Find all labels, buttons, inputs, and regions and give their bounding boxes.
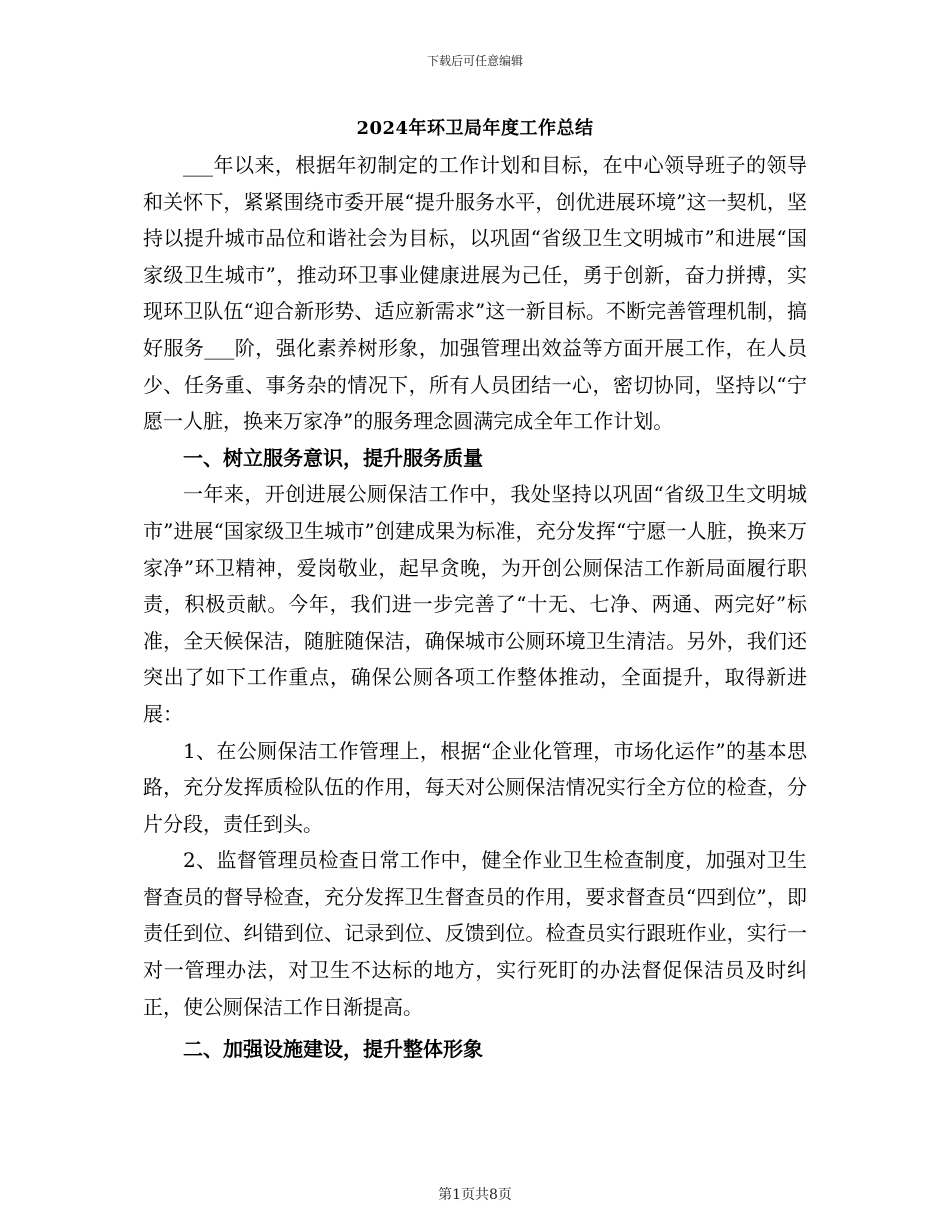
document-title: 2024年环卫局年度工作总结 [356, 118, 594, 139]
page-header-note: 下载后可任意编辑 [426, 54, 523, 68]
intro-paragraph: ___年以来，根据年初制定的工作计划和目标，在中心领导班子的领导和关怀下，紧紧围绕市委开展“提升服务水平，创优进展环境”这一契机，坚持以提升城市品位和谐社会为目标，以巩固“省级卫生文明城市”和进展“国家级卫生城市”，推动环卫事业健康进展为己任，勇于创新，奋力拼搏，实现环卫队伍“迎合新形势、适应新需求”这一新目标。不断完善管理机制，搞好服务___阶，强化素养树形象，加强管理出效益等方面开展工作，在人员少、任务重、事务杂的情况下，所有人员团结一心，密切协同，坚持以“宁愿一人脏，换来万家净”的服务理念圆满完成全年工作计划。 [143, 153, 807, 434]
section-2-heading: 二、加强设施建设，提升整体形象 [183, 1037, 483, 1062]
section-1-paragraph-1: 一年来，开创进展公厕保洁工作中，我处坚持以巩固“省级卫生文明城市”进展“国家级卫生城市”创建成果为标准，充分发挥“宁愿一人脏，换来万家净”环卫精神，爱岗敬业，起早贪晚，为开创公厕保洁工作新局面履行职责，积极贡献。今年，我们进一步完善了“十无、七净、两通、两完好”标准，全天候保洁，随脏随保洁，确保城市公厕环境卫生清洁。另外，我们还突出了如下工作重点，确保公厕各项工作整体推动，全面提升，取得新进展： [143, 482, 807, 726]
section-1-paragraph-3: 2、监督管理员检查日常工作中，健全作业卫生检查制度，加强对卫生督查员的督导检查，充分发挥卫生督查员的作用，要求督查员“四到位”，即责任到位、纠错到位、记录到位、反馈到位。检查员实行跟班作业，实行一对一管理办法，对卫生不达标的地方，实行死盯的办法督促保洁员及时纠正，使公厕保洁工作日渐提高。 [143, 848, 807, 1019]
document-body [143, 147, 807, 1068]
section-1-paragraph-2: 1、在公厕保洁工作管理上，根据“企业化管理，市场化运作”的基本思路，充分发挥质检队伍的作用，每天对公厕保洁情况实行全方位的检查，分片分段，责任到头。 [143, 738, 807, 836]
section-1-heading: 一、树立服务意识，提升服务质量 [183, 445, 483, 470]
page-footer: 第1页共8页 [438, 1187, 512, 1203]
